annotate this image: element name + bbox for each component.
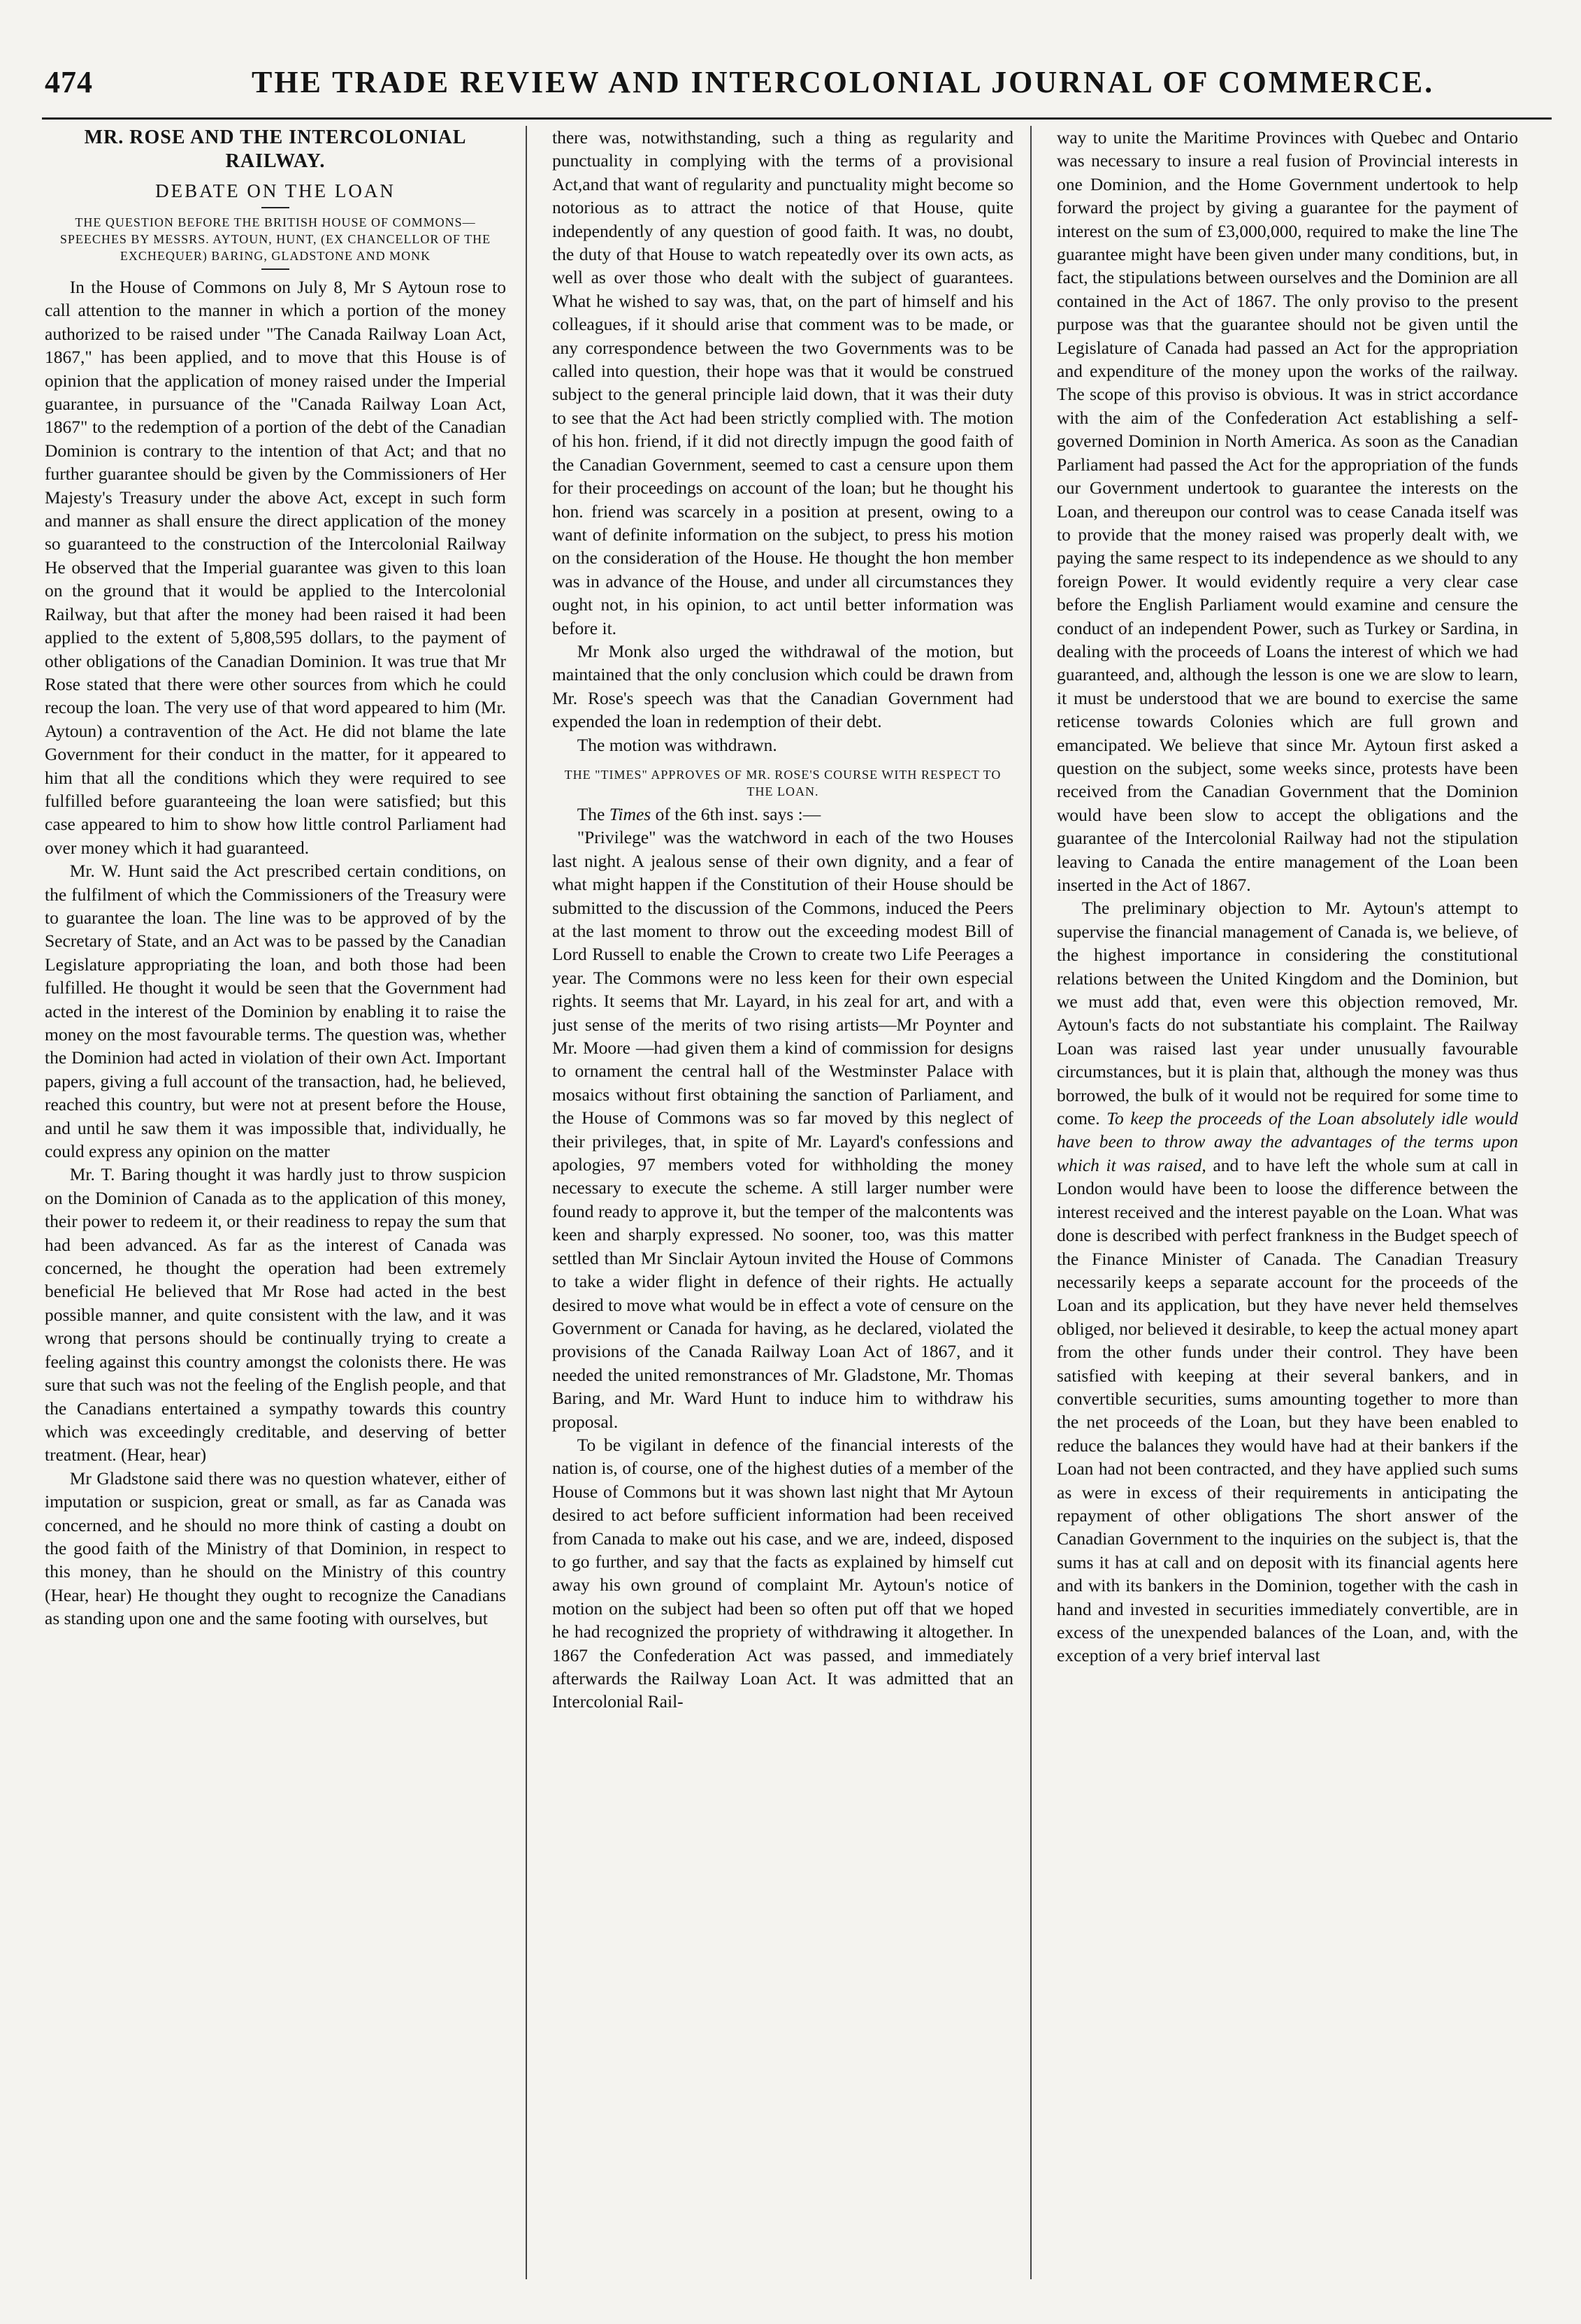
column-rule bbox=[526, 126, 527, 2279]
article-summary: THE QUESTION BEFORE THE BRITISH HOUSE OF COMMONS—SPEECHES BY MESSRS. AYTOUN, HUNT, (EX CHANCELLOR OF THE EXCHEQUER) BARING, GLADSTONE AND MONK bbox=[59, 215, 491, 263]
paragraph: To be vigilant in defence of the financial interests of the nation is, of course, one of the highest duties of a member of the House of Commons but it was shown last night that Mr Aytoun desired to act before sufficient information had been received from Canada to make out his case, and we are, indeed, disposed to go further, and say that the facts as explained by himself cut away his own ground of complaint Mr. Aytoun's notice of motion on the subject had been so often put off that we hoped he had recognized the propriety of withdrawing it altogether. In 1867 the Confederation Act was passed, and immediately afterwards the Railway Loan Act. It was admitted that an Intercolonial Rail- bbox=[552, 1434, 1013, 1712]
column-3 bbox=[1057, 126, 1518, 2279]
paragraph: "Privilege" was the watchword in each of the two Houses last night. A jealous sense of their own dignity, and a fear of what might happen if the Constitution of their House should be submitted to the discussion of the Commons, induced the Peers at the last moment to throw out the exceeding modest Bill of Lord Russell to enable the Crown to create two Life Peerages a year. The Commons were no less keen for their own especial rights. It seems that Mr. Layard, in his zeal for art, and with a just sense of the merits of two rising artists—Mr Poynter and Mr. Moore —had given them a kind of commission for designs to ornament the central hall of the Westminster Palace with mosaics without first obtaining the sanction of Parliament, and the House of Commons was so far moved by this neglect of their privileges, that, in spite of Mr. Layard's confessions and apologies, 97 members voted for withholding the money necessary to execute the scheme. A still larger number were found ready to approve it, but the temper of the malcontents was keen and sharply expressed. No sooner, too, was this matter settled than Mr Sinclair Aytoun invited the House of Commons to take a wider flight in defence of their rights. He actually desired to move what would be in effect a vote of censure on the Government or Canada for having, as he declared, violated the provisions of the Canada Railway Loan Act of 1867, and it needed the united remonstrances of Mr. Gladstone, Mr. Thomas Baring, and Mr. Ward Hunt to induce him to withdraw his proposal. bbox=[552, 827, 1013, 1432]
times-intro: The Times of the 6th inst. says :— bbox=[577, 803, 821, 824]
article-headline: MR. ROSE AND THE INTERCOLONIAL RAILWAY. bbox=[84, 127, 467, 172]
paragraph: The motion was withdrawn. bbox=[577, 734, 777, 755]
paragraph: In the House of Commons on July 8, Mr S Aytoun rose to call attention to the manner in which a portion of the money authorized to be raised under "The Canada Railway Loan Act, 1867," has been applied, and to move that this House is of opinion that the application of money raised under the Imperial guarantee, in pursuance of the "Canada Railway Loan Act, 1867" to the redemption of a portion of the debt of the Canadian Dominion is contrary to the intention of that Act; and that no further guarantee should be given by the Commissioners of Her Majesty's Treasury under the above Act, except in such form and manner as shall ensure the direct application of the money so guaranteed to the construction of the Intercolonial Railway He observed that the Imperial guarantee was given to this loan on the ground that it would be applied to the Intercolonial Railway, but that after the money had been raised it had been applied to the extent of 5,808,595 dollars, to the payment of other obligations of the Canadian Dominion. It was true that Mr Rose stated that there were other sources from which he could recoup the loan. The very use of that word appeared to him (Mr. Aytoun) a contravention of the Act. He did not blame the late Government for their conduct in the matter, for it appeared to him that all the conditions which they were required to see fulfilled before guaranteeing the loan were satisfied; but this case appeared to him to show how little control Parliament had over money which it had guaranteed. bbox=[45, 277, 506, 858]
paragraph: The preliminary objection to Mr. Aytoun's attempt to supervise the financial management of Canada is, we believe, of the highest importance in considering the constitutional relations between the United Kingdom and the Dominion, but we must add that, even were this objection removed, Mr. Aytoun's facts do not substantiate his complaint. The Railway Loan was raised last year under unusually favourable circumstances, but it is plain that, although the money was thus borrowed, the bulk of it would not be required for some time to come. To keep the proceeds of the Loan absolutely idle would have been to throw away the advantages of the terms upon which it was raised, and to have left the whole sum at call in London would have been to loose the difference between the interest received and the interest payable on the Loan. What was done is described with perfect frankness in the Budget speech of the Finance Minister of Canada. The Canadian Treasury necessarily keeps a separate account for the proceeds of the Loan and its application, but they have never held themselves obliged, nor believed it desirable, to keep the actual money apart from the other funds under their control. They have been satisfied with keeping at their several bankers, and in convertible securities, sums amounting together to more than the net proceeds of the Loan, but they have been enabled to reduce the balances they would have had at their bankers if the Loan had not been contracted, and they have applied such sums as were in excess of their requirements in anticipating the repayment of other obligations The short answer of the Canadian Government to the inquiries on the subject is, that the sums it has at call and on deposit with its financial agents here and with its bankers in the Dominion, together with the cash in hand and invested in securities immediately convertible, are in excess of the unexpended balances of the Loan, and, with the exception of a very brief interval last bbox=[1057, 898, 1518, 1666]
paragraph: Mr. T. Baring thought it was hardly just to throw suspicion on the Dominion of Canada as to the application of this money, their power to redeem it, or their readiness to repay the sum that had been advanced. As far as the interest of Canada was concerned, he thought the operation had been extremely beneficial He believed that Mr Rose had acted in the best possible manner, and quite consistent with the law, and it was wrong that persons should be continually trying to create a feeling against this country amongst the colonists there. He was sure that such was not the feeling of the English people, and that the Canadians entertained a sympathy towards this country which was exceedingly creditable, and deserving of better treatment. (Hear, hear) bbox=[45, 1164, 506, 1465]
masthead-title: THE TRADE REVIEW AND INTERCOLONIAL JOURNAL OF COMMERCE. bbox=[252, 65, 1435, 99]
paragraph: Mr Monk also urged the withdrawal of the motion, but maintained that the only conclusion which could be drawn from Mr. Rose's speech was that the Canadian Government had expended the loan in redemption of their debt. bbox=[552, 640, 1013, 732]
paragraph: there was, notwithstanding, such a thing as regularity and punctuality in complying with the terms of a provisional Act,and that want of regularity and punctuality might become so notorious as to attract the notice of that House, quite independently of any question of good faith. It was, no doubt, the duty of that House to watch repeatedly over its own acts, as well as over those who dealt with the subject of guarantees. What he wished to say was, that, on the part of himself and his colleagues, if it should arise that comment was to be made, or any correspondence between the two Governments was to be called into question, their hope was that it would be construed subject to the general principle laid down, that it was their duty to see that the Act had been strictly complied with. The motion of his hon. friend, if it did not directly impugn the good faith of the Canadian Government, seemed to cast a censure upon them for their proceedings on account of the loan; but he thought his hon. friend was scarcely in a position at present, owing to a want of definite information on the subject, to press his motion on the consideration of the House. He thought the hon member was in advance of the House, and under all circumstances they ought not, in his opinion, to act until better information was before it. bbox=[552, 127, 1013, 638]
paragraph: Mr. W. Hunt said the Act prescribed certain conditions, on the fulfilment of which the Commissioners of the Treasury were to guarantee the loan. The line was to be approved of by the Secretary of State, and an Act was to be passed by the Canadian Legislature appropriating the loan, and both those had been fulfilled. He thought it would be seen that the Government had acted in the interest of the Dominion by enabling it to raise the money on the most favourable terms. The question was, whether the Dominion had acted in violation of their own Act. Important papers, giving a full account of the transaction, had, he believed, reached this country, but were not at present before the House, and until he saw them it was impossible that, individually, he could express any opinion on the matter bbox=[45, 861, 506, 1162]
divider bbox=[261, 207, 289, 208]
column-2 bbox=[552, 126, 1013, 2279]
times-heading: THE "TIMES" APPROVES OF MR. ROSE'S COURSE WITH RESPECT TO THE LOAN. bbox=[564, 767, 1002, 798]
column-rule bbox=[1030, 126, 1032, 2279]
paragraph: way to unite the Maritime Provinces with Quebec and Ontario was necessary to insure a real fusion of Provincial interests in one Dominion, and the Home Government undertook to help forward the project by giving a guarantee for the payment of interest on the sum of £3,000,000, required to make the line The guarantee might have been given under many conditions, but, in fact, the stipulations between ourselves and the Dominion are all contained in the Act of 1867. The only proviso to the present purpose was that the guarantee should not be given until the Legislature of Canada had passed an Act for the appropriation and expenditure of the money upon the works of the railway. The scope of this proviso is obvious. It was in strict accordance with the aim of the Confederation Act establishing a self-governed Dominion in North America. As soon as the Canadian Parliament had passed the Act for the appropriation of the funds our Government undertook to guarantee the interests on the Loan, and thereupon our control was to cease Canada itself was to provide that the money raised was properly dealt with, we paying the same respect to its independence as we should to any foreign Power. It would evidently require a very clear case before the English Parliament would examine and censure the conduct of an independent Power, such as Turkey or Sardina, in dealing with the proceeds of Loans the interest of which we had guaranteed, and, although the lesson is one we are slow to learn, it must be understood that we are bound to exercise the same reticense towards Colonies which are full grown and emancipated. We believe that since Mr. Aytoun first asked a question on the subject, some weeks since, protests have been received from the Canadian Government that the Dominion would have been slow to accept the obligations and the guarantee of the Intercolonial Railway had not the stipulation leaving to Canada the entire management of the Loan been inserted in the Act of 1867. bbox=[1057, 127, 1518, 895]
article-subhead: DEBATE ON THE LOAN bbox=[155, 180, 396, 201]
divider bbox=[261, 268, 289, 270]
paragraph: Mr Gladstone said there was no question whatever, either of imputation or suspicion, great or small, as far as Canada was concerned, and he should no more think of casting a doubt on the good faith of the Ministry of that Dominion, in respect to this money, than he should on the Ministry of this country (Hear, hear) He thought they ought to recognize the Canadians as standing upon one and the same footing with ourselves, but bbox=[45, 1468, 506, 1629]
page-number: 474 bbox=[45, 65, 93, 99]
header-rule bbox=[42, 117, 1552, 120]
column-1 bbox=[45, 126, 506, 2279]
